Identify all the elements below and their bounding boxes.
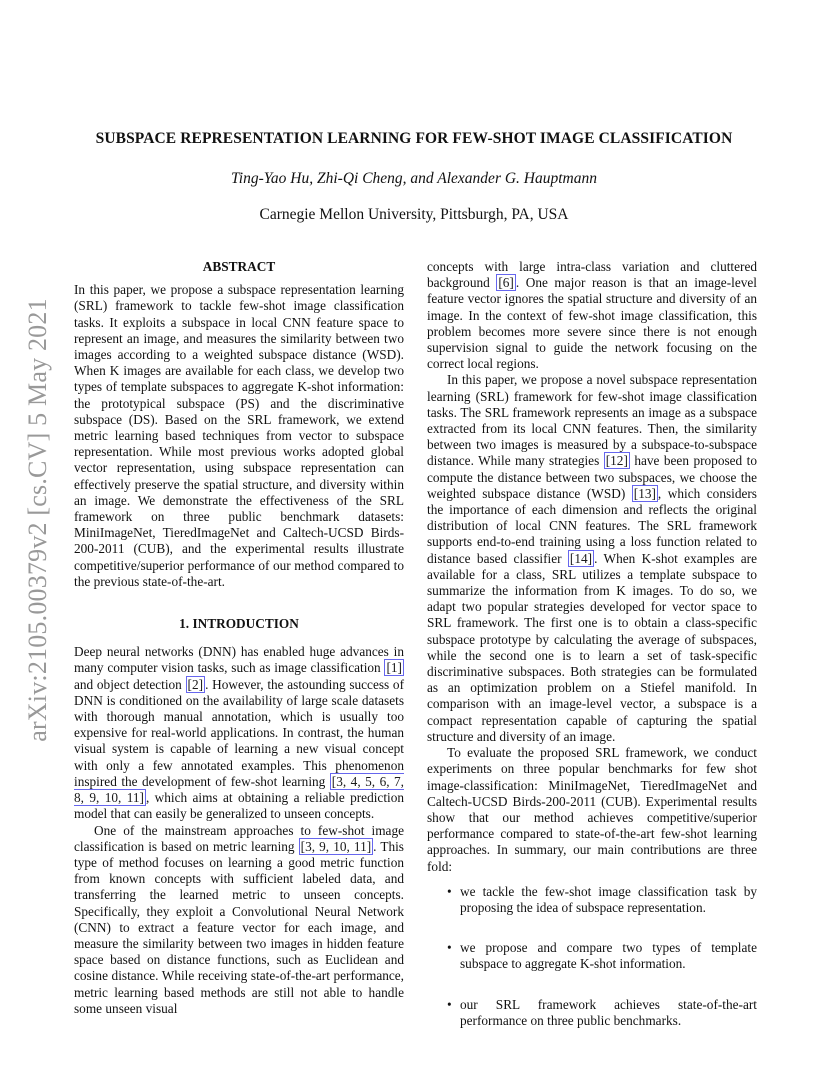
citation-link[interactable]: [3, 9, 10, 11] [300, 838, 372, 854]
text-span: , which considers the importance of each dimension and reflects the original distribution of local CNN features. The SRL framework supports end-to-end training using a loss function related to distance based classifier [427, 485, 757, 566]
intro-paragraph-2 [74, 823, 404, 1017]
citation-link[interactable]: [12] [605, 453, 628, 469]
text-span: . However, the astounding success of DNN is conditioned on the availability of large scale datasets with thorough manual annotation, which is usually too expensive for real-world applications. In contrast, the human visual system is capable of learning a new visual concept with only a few annotated examples. This phenomenon inspired the development of few-shot learning [74, 676, 404, 789]
text-span: , which aims at obtaining a reliable prediction model that can easily be generalized to unseen concepts. [74, 790, 404, 822]
contribution-text: our SRL framework achieves state-of-the-art performance on three public benchmarks. [460, 996, 757, 1028]
text-span: concepts with large intra-class variation and cluttered background [427, 259, 757, 291]
text-span: have been proposed to compute the distance between two subspaces, we choose the weighted subspace distance (WSD) [427, 453, 757, 501]
contribution-text: we propose and compare two types of template subspace to aggregate K-shot information. [460, 940, 757, 972]
text-span: and object detection [74, 676, 186, 692]
arxiv-identifier: arXiv:2105.00379v2 [cs.CV] 5 May 2021 [23, 298, 53, 742]
paper-affiliation: Carnegie Mellon University, Pittsburgh, PA, USA [259, 206, 569, 223]
right-column [427, 259, 757, 1053]
paper-title: SUBSPACE REPRESENTATION LEARNING FOR FEW-SHOT IMAGE CLASSIFICATION [95, 130, 733, 147]
contribution-item [427, 997, 757, 1029]
citation-link[interactable]: [3, 4, 5, 6, 7, 8, 9, 10, 11] [74, 773, 404, 806]
citation-link[interactable]: [14] [569, 550, 593, 566]
citation-link[interactable]: [2] [187, 676, 204, 692]
text-span: In this paper, we propose a novel subspace representation learning (SRL) framework for few-shot image classification tasks. The SRL framework represents an image as a subspace extracted from its local CNN features. Then, the similarity between two images is measured by a subspace-to-subspace distance. While many strategies [427, 372, 757, 469]
intro-paragraph-1 [74, 644, 404, 822]
contribution-item [427, 884, 757, 916]
arxiv-stamp [22, 280, 54, 760]
citation-link[interactable]: [13] [633, 485, 656, 501]
abstract-text: In this paper, we propose a subspace representation learning (SRL) framework to tackle few-shot image classification tasks. It exploits a subspace in local CNN feature space to represent an image, and measures the similarity between two images according to a weighted subspace distance (WSD). When K images are available for each class, we develop two types of template subspaces to aggregate K-shot information: the prototypical subspace (PS) and the discriminative subspace (DS). Based on the SRL framework, we extend metric learning based techniques from vector to subspace representation. While most previous works adopted global vector representation, using subspace representation can effectively preserve the spatial structure, and diversity within an image. We demonstrate the effectiveness of the SRL framework on three public benchmark datasets: MiniImageNet, TieredImageNet and Caltech-UCSD Birds-200-2011 (CUB), and the experimental results illustrate competitive/superior performance of our method compared to the previous state-of-the-art. [74, 282, 404, 589]
right-paragraph-3: To evaluate the proposed SRL framework, we conduct experiments on three popular benchmarks for few shot image-classification: MiniImageNet, TieredImageNet and Caltech-UCSD Birds-200-2011 (CUB). Experimental results show that our method achieves competitive/superior performance compared to state-of-the-art few-shot learning approaches. In summary, our main contributions are three fold: [427, 745, 757, 874]
citation-link[interactable]: [6] [498, 275, 514, 291]
bullet-icon: • [447, 940, 452, 956]
left-column [74, 259, 404, 1017]
contribution-text: we tackle the few-shot image classification task by proposing the idea of subspace representation. [460, 883, 757, 915]
text-span: . One major reason is that an image-level feature vector ignores the spatial structure and diversity of an image. In the context of few-shot image classification, this problem becomes more severe since there is not enough supervision signal to guide the network focusing on the correct local regions. [427, 275, 757, 372]
abstract-heading: ABSTRACT [202, 259, 276, 274]
citation-link[interactable]: [1] [386, 660, 402, 676]
right-paragraph-2 [427, 372, 757, 745]
bullet-icon: • [447, 883, 452, 899]
contributions-list [427, 884, 757, 1029]
text-span: . When K-shot examples are available for a class, SRL utilizes a template subspace to summarize the information from K images. To do so, we adapt two popular strategies developed for vector space to SRL framework. The first one is to obtain a class-specific subspace prototype by calculating the average of subspaces, while the second one is to learn a set of task-specific discriminative subspaces. Both strategies can be formulated as an optimization problem on a Stiefel manifold. In comparison with an image-level vector, a subspace is a compact representation capable of capturing the spatial structure and diversity of an image. [427, 550, 757, 744]
text-span: Deep neural networks (DNN) has enabled huge advances in many computer vision tasks, such as image classification [74, 644, 404, 676]
text-span: . This type of method focuses on learning a good metric function from known concepts with sufficient labeled data, and transferring the learned metric to unseen concepts. Specifically, they exploit a Convolutional Neural Network (CNN) to extract a feature vector for each image, and measure the similarity between two images in hidden feature space based on distance functions, such as Euclidean and cosine distance. While receiving state-of-the-art performance, metric learning based methods are still not able to handle some unseen visual [74, 838, 404, 1016]
bullet-icon: • [447, 996, 452, 1012]
contribution-item [427, 940, 757, 972]
right-paragraph-1 [427, 259, 757, 372]
introduction-heading: 1. INTRODUCTION [179, 616, 299, 632]
text-span: One of the mainstream approaches to few-shot image classification is based on metric learning [74, 822, 404, 854]
paper-authors: Ting-Yao Hu, Zhi-Qi Cheng, and Alexander G. Hauptmann [231, 170, 597, 187]
